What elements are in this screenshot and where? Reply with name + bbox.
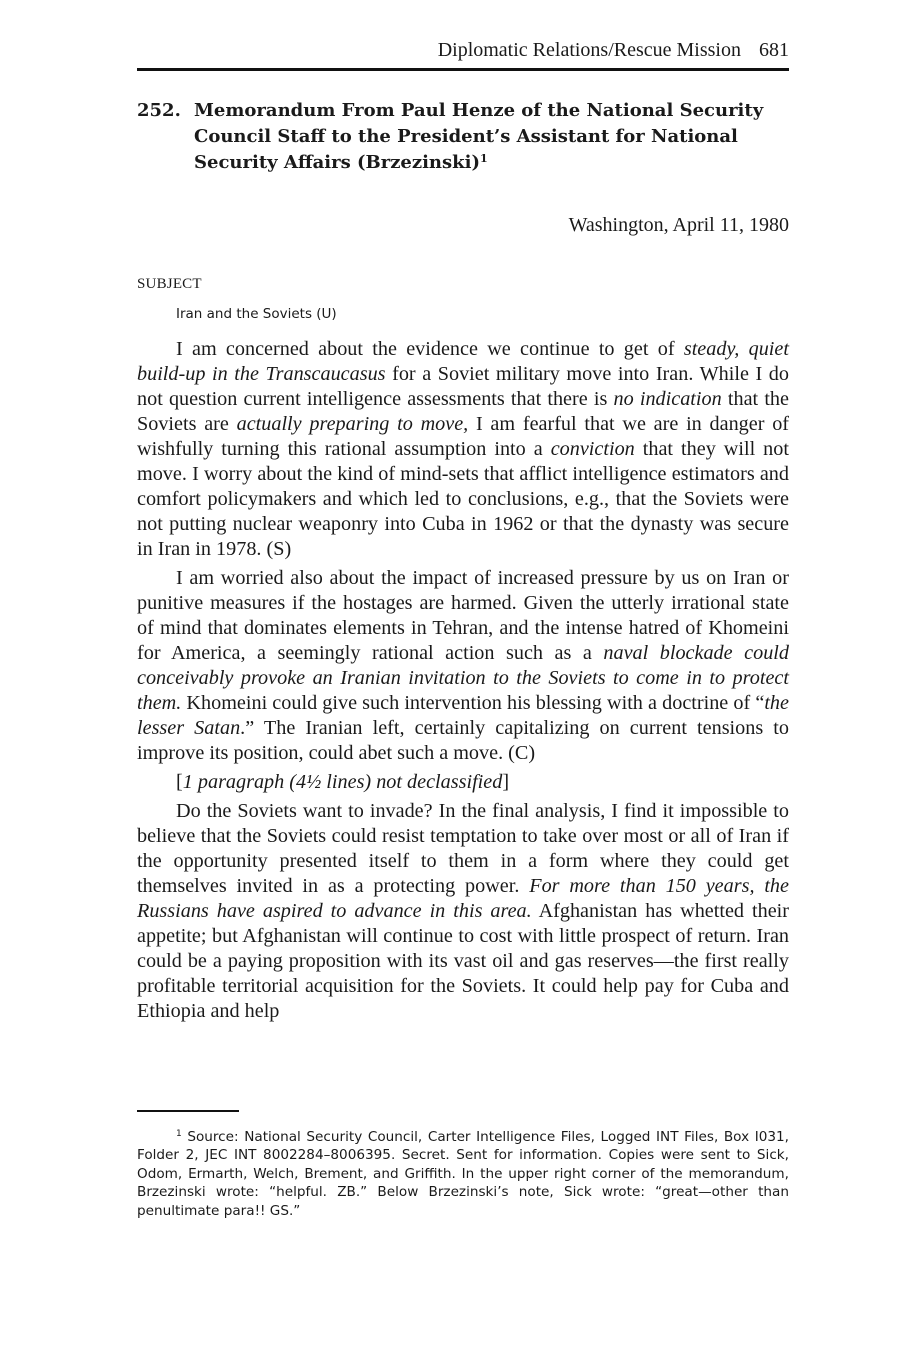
document-title-text: Memorandum From Paul Henze of the National Security Council Staff to the President’s Assistant for National Security Affairs (Brzezinski) bbox=[194, 100, 764, 173]
text-run: I am concerned about the evidence we continue to get of bbox=[176, 338, 684, 360]
running-head-section: Diplomatic Relations/Rescue Mission bbox=[437, 39, 741, 61]
footnote-text: Source: National Security Council, Carter Intelligence Files, Logged INT Files, Box I031, Folder 2, JEC INT 8002284–8006395. Secret. Sent for information. Copies were sent to Sick, Odom, Ermarth, Welch, Brement, and Griffith. In the upper right corner of the memorandum, Brzezinski wrote: “helpful. ZB.” Below Brzezinski’s note, Sick wrote: “great—other than penultimate para!! GS.” bbox=[137, 1129, 789, 1219]
text-run: .” The Iranian left, certainly capitalizing on current tensions to improve its position, could abet such a move. (C) bbox=[137, 717, 789, 764]
text-run: Do the Soviets want to invade? In the final analysis, I find it impossible to believe that the Soviets could resist temptation to take over most or all of Iran if the opportunity presented itself to them in a form where they could get themselves invited in as a protecting power. bbox=[137, 800, 789, 897]
italic-run: For more than 150 years, the Russians have aspired to advance in this area. bbox=[137, 875, 789, 922]
paragraph-2 bbox=[137, 566, 789, 766]
paragraph-3-redacted bbox=[137, 770, 789, 795]
footnote-marker: 1 bbox=[176, 1129, 182, 1139]
text-run: Khomeini could give such intervention his blessing with a doctrine of “ bbox=[181, 692, 765, 714]
memo-body bbox=[137, 337, 789, 1024]
text-run: I am worried also about the impact of increased pressure by us on Iran or punitive measures if the hostages are harmed. Given the utterly irrational state of mind that dominates elements in Tehran, and the intense hatred of Khomeini for America, a seemingly rational action such as a bbox=[137, 567, 789, 664]
running-head bbox=[137, 36, 789, 64]
italic-run: actually preparing to move, bbox=[236, 413, 469, 435]
dateline: Washington, April 11, 1980 bbox=[568, 214, 789, 236]
document-title bbox=[194, 98, 767, 176]
italic-run: conviction bbox=[550, 438, 635, 460]
subject-text: Iran and the Soviets (U) bbox=[176, 306, 337, 322]
footnote bbox=[137, 1128, 789, 1220]
header-rule bbox=[137, 68, 789, 71]
italic-run: the lesser Satan bbox=[137, 692, 789, 739]
text-run: I am fearful that we are in danger of wishfully turning this rational assumption into a bbox=[137, 413, 790, 460]
paragraph-1 bbox=[137, 337, 789, 562]
footnote-ref[interactable]: 1 bbox=[479, 152, 488, 165]
text-run: Afghanistan has whetted their appetite; but Afghanistan will continue to cost with little prospect of return. Iran could be a paying proposition with its vast oil and gas reserves—the first really profitable territorial acquisition for the Soviets. It could help pay for Cuba and Ethiopia and help bbox=[137, 900, 789, 1022]
subject-label: SUBJECT bbox=[137, 276, 202, 292]
paragraph-4 bbox=[137, 799, 789, 1024]
document-heading bbox=[137, 98, 767, 176]
italic-run: naval blockade could conceivably provoke an Iranian invitation to the Soviets to come in to protect them. bbox=[137, 642, 789, 714]
text-run: ] bbox=[502, 771, 510, 793]
page-number: 681 bbox=[759, 39, 789, 61]
italic-run: no indication bbox=[613, 388, 722, 410]
footnote-paragraph bbox=[137, 1128, 789, 1220]
text-run: that the Soviets are bbox=[137, 388, 789, 435]
italic-run: steady, quiet build-up in the Transcaucasus bbox=[137, 338, 789, 385]
italic-run: 1 paragraph (4½ lines) not declassified bbox=[182, 771, 503, 793]
text-run: [ bbox=[176, 771, 183, 793]
text-run: that they will not move. I worry about the kind of mind-sets that afflict intelligence estimators and comfort policymakers and which led to conclusions, e.g., that the Soviets were not putting nuclear weaponry into Cuba in 1962 or that the dynasty was secure in Iran in 1978. (S) bbox=[137, 438, 789, 560]
footnote-rule bbox=[137, 1110, 239, 1112]
document-number: 252. bbox=[137, 100, 181, 121]
text-run: for a Soviet military move into Iran. While I do not question current intelligence assessments that there is bbox=[137, 363, 789, 410]
